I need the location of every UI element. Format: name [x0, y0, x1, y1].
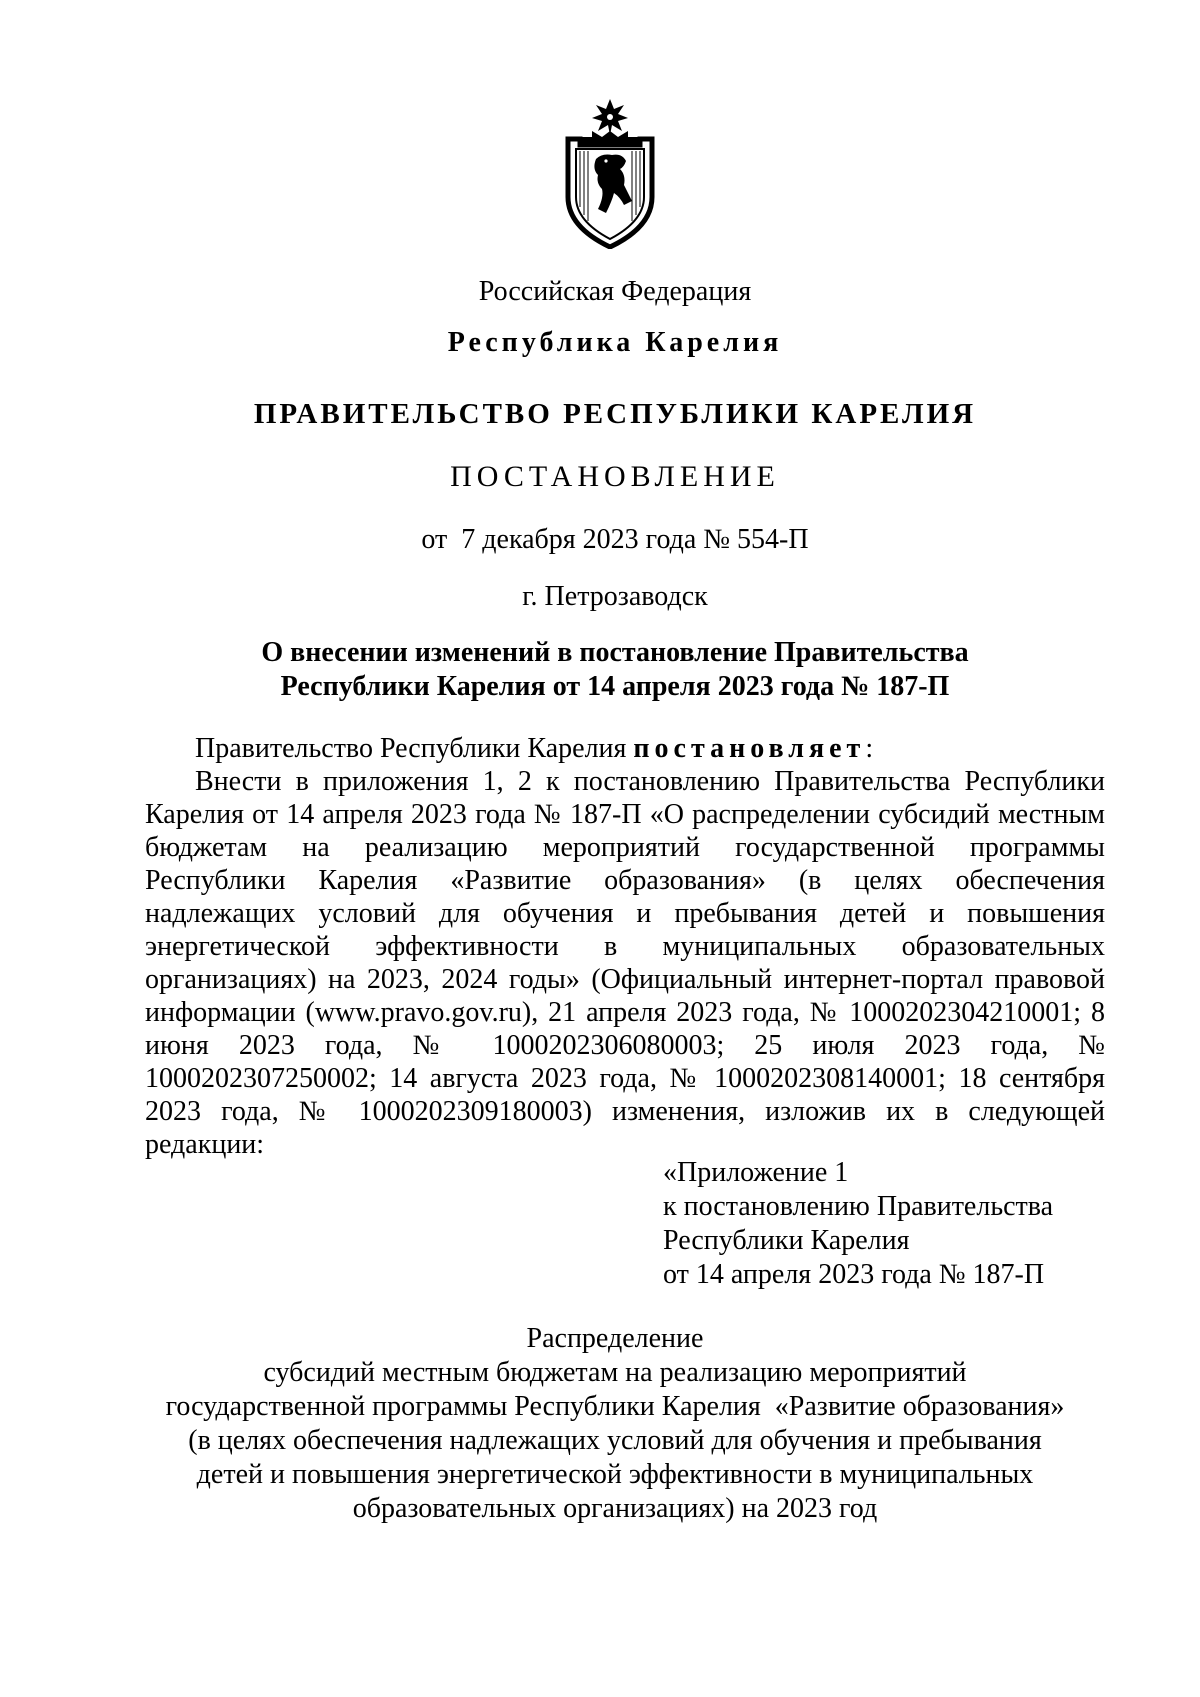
government-title: ПРАВИТЕЛЬСТВО РЕСПУБЛИКИ КАРЕЛИЯ — [253, 398, 977, 430]
main-paragraph: Внести в приложения 1, 2 к постановлению Правительства Республики Карелия от 14 апреля 2023 года № 187-П «О распределении субсидий местным бюджетам на реализацию мероприятий государственной программы Республики Карелия «Развитие образования» (в целях обеспечения надлежащих условий для обучения и пребывания детей и повышения энергетической эффективности в муниципальных образовательных организациях) на 2023, 2024 годы» (Официальный интернет-портал правовой информации (www.pravo.gov.ru), 21 апреля 2023 года, № 1000202304210001; 8 июня 2023 года, № 1000202306080003; 25 июля 2023 года, № 1000202307250002; 14 августа 2023 года, № 1000202308140001; 18 сентября 2023 года, № 1000202309180003) изменения, изложив их в следующей редакции: — [145, 766, 1105, 1160]
decides-paragraph — [145, 732, 1105, 765]
distribution-line-3: государственной программы Республики Карелия «Развитие образования» — [165, 1391, 1065, 1422]
federation-title: Российская Федерация — [478, 276, 752, 307]
appendix-line-2: к постановлению Правительства — [663, 1191, 1054, 1222]
appendix-line-3: Республики Карелия — [663, 1225, 910, 1256]
distribution-line-1: Распределение — [526, 1323, 704, 1354]
document-city: г. Петрозаводск — [522, 581, 708, 612]
decides-emphasis: постановляет — [633, 733, 866, 764]
distribution-line-5: детей и повышения энергетической эффективности в муниципальных — [196, 1459, 1034, 1490]
document-type: ПОСТАНОВЛЕНИЕ — [450, 460, 780, 493]
distribution-line-2: субсидий местным бюджетам на реализацию мероприятий — [263, 1357, 967, 1388]
appendix-header — [663, 1156, 1053, 1292]
document-date-number: от 7 декабря 2023 года № 554-П — [421, 524, 809, 555]
subject-line-2: Республики Карелия от 14 апреля 2023 года № 187-П — [280, 671, 950, 702]
distribution-line-6: образовательных организациях) на 2023 год — [352, 1493, 878, 1524]
subject-line-1: О внесении изменений в постановление Правительства — [261, 637, 969, 668]
decides-prefix: Правительство Республики Карелия — [195, 733, 634, 764]
distribution-line-4: (в целях обеспечения надлежащих условий для обучения и пребывания — [188, 1425, 1042, 1456]
appendix-line-4: от 14 апреля 2023 года № 187-П — [663, 1259, 1045, 1290]
republic-title: Республика Карелия — [447, 327, 783, 358]
document-subject — [0, 636, 1200, 704]
appendix-line-1: «Приложение 1 — [663, 1157, 849, 1188]
distribution-title — [0, 1322, 1200, 1526]
karelia-coat-of-arms-icon — [562, 97, 658, 249]
decides-suffix: : — [865, 733, 874, 764]
